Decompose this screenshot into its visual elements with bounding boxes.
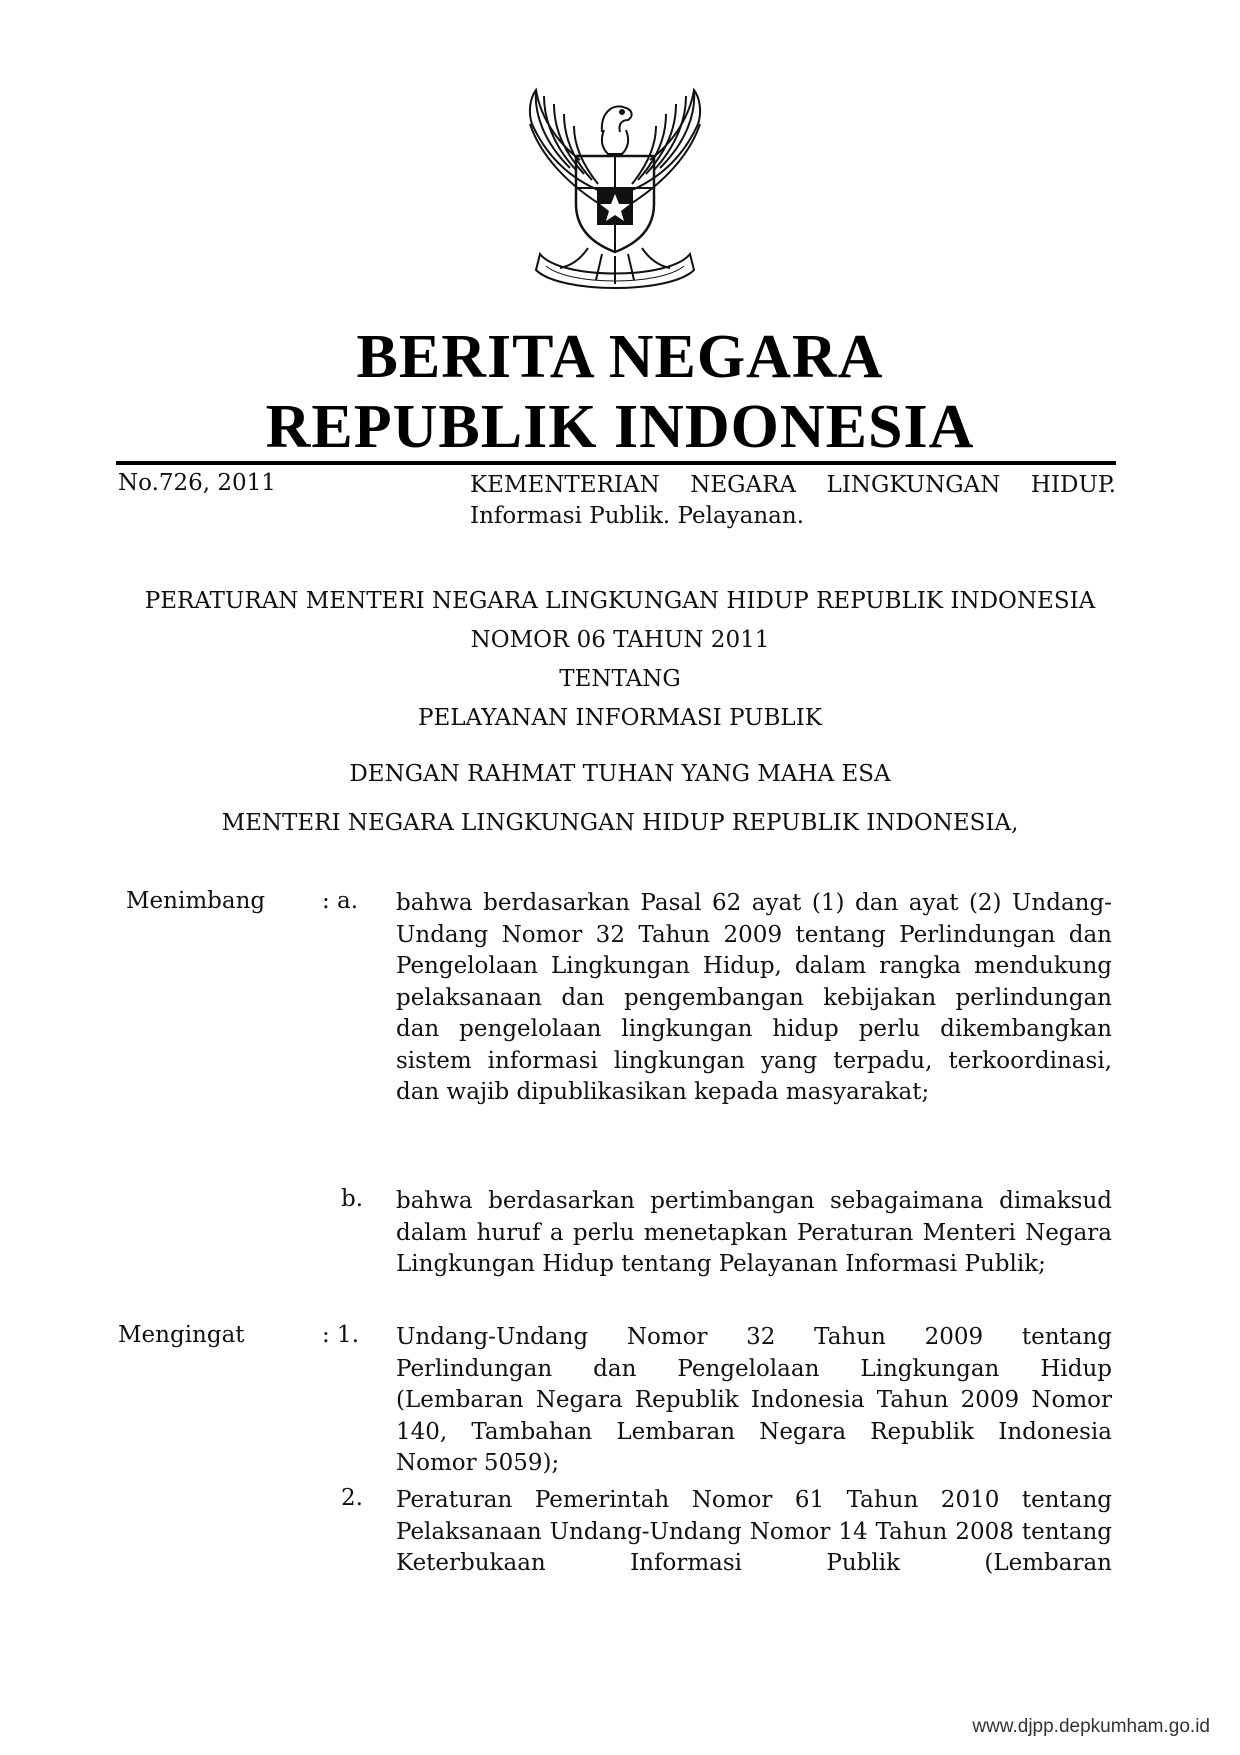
mengingat-label: Mengingat bbox=[118, 1322, 245, 1348]
mengingat-mark-2: 2. bbox=[341, 1485, 363, 1511]
gazette-number: No.726, 2011 bbox=[118, 470, 276, 496]
garuda-emblem bbox=[510, 84, 720, 298]
regulation-title: PERATURAN MENTERI NEGARA LINGKUNGAN HIDUP REPUBLIK INDONESIA bbox=[144, 588, 1096, 614]
blessing: DENGAN RAHMAT TUHAN YANG MAHA ESA bbox=[349, 761, 891, 787]
minister-title: MENTERI NEGARA LINGKUNGAN HIDUP REPUBLIK INDONESIA, bbox=[221, 810, 1019, 836]
mengingat-mark-1: : 1. bbox=[322, 1322, 360, 1348]
menimbang-item-a: bahwa berdasarkan Pasal 62 ayat (1) dan ayat (2) Undang-Undang Nomor 32 Tahun 2009 tentang Perlindungan dan Pengelolaan Lingkungan Hidup, dalam rangka mendukung pelaksanaan dan pengembangan kebijakan perlindungan dan pengelolaan lingkungan hidup perlu dikembangkan sistem informasi lingkungan yang terpadu, terkoordinasi, dan wajib dipublikasikan kepada masyarakat; bbox=[396, 890, 1112, 1105]
menimbang-mark-a: : a. bbox=[322, 888, 359, 914]
menimbang-item-b: bahwa berdasarkan pertimbangan sebagaimana dimaksud dalam huruf a perlu menetapkan Peraturan Menteri Negara Lingkungan Hidup tentang Pelayanan Informasi Publik; bbox=[396, 1188, 1112, 1277]
garuda-emblem-drawing bbox=[510, 84, 720, 298]
regulation-subject: PELAYANAN INFORMASI PUBLIK bbox=[418, 705, 822, 731]
ministry-name: KEMENTERIAN NEGARA LINGKUNGAN HIDUP. bbox=[470, 472, 1116, 498]
mengingat-item-2: Peraturan Pemerintah Nomor 61 Tahun 2010 tentang Pelaksanaan Undang-Undang Nomor 14 Tahun 2008 tentang Keterbukaan Informasi Publik (Lembaran bbox=[396, 1487, 1112, 1576]
mengingat-item-1: Undang-Undang Nomor 32 Tahun 2009 tentang Perlindungan dan Pengelolaan Lingkungan Hidup (Lembaran Negara Republik Indonesia Tahun 2009 Nomor 140, Tambahan Lembaran Negara Republik Indonesia Nomor 5059); bbox=[396, 1324, 1112, 1476]
regulation-about: TENTANG bbox=[559, 666, 681, 692]
masthead-rule bbox=[116, 461, 1116, 465]
footer-url: www.djpp.depkumham.go.id bbox=[972, 1716, 1210, 1737]
menimbang-label: Menimbang bbox=[126, 888, 266, 914]
menimbang-mark-b: b. bbox=[341, 1186, 364, 1212]
gazette-subject bbox=[470, 470, 1116, 532]
masthead-line-2: REPUBLIK INDONESIA bbox=[265, 393, 975, 461]
keywords: Informasi Publik. Pelayanan. bbox=[470, 503, 805, 529]
masthead-line-1: BERITA NEGARA bbox=[356, 323, 884, 391]
regulation-number: NOMOR 06 TAHUN 2011 bbox=[470, 627, 770, 653]
